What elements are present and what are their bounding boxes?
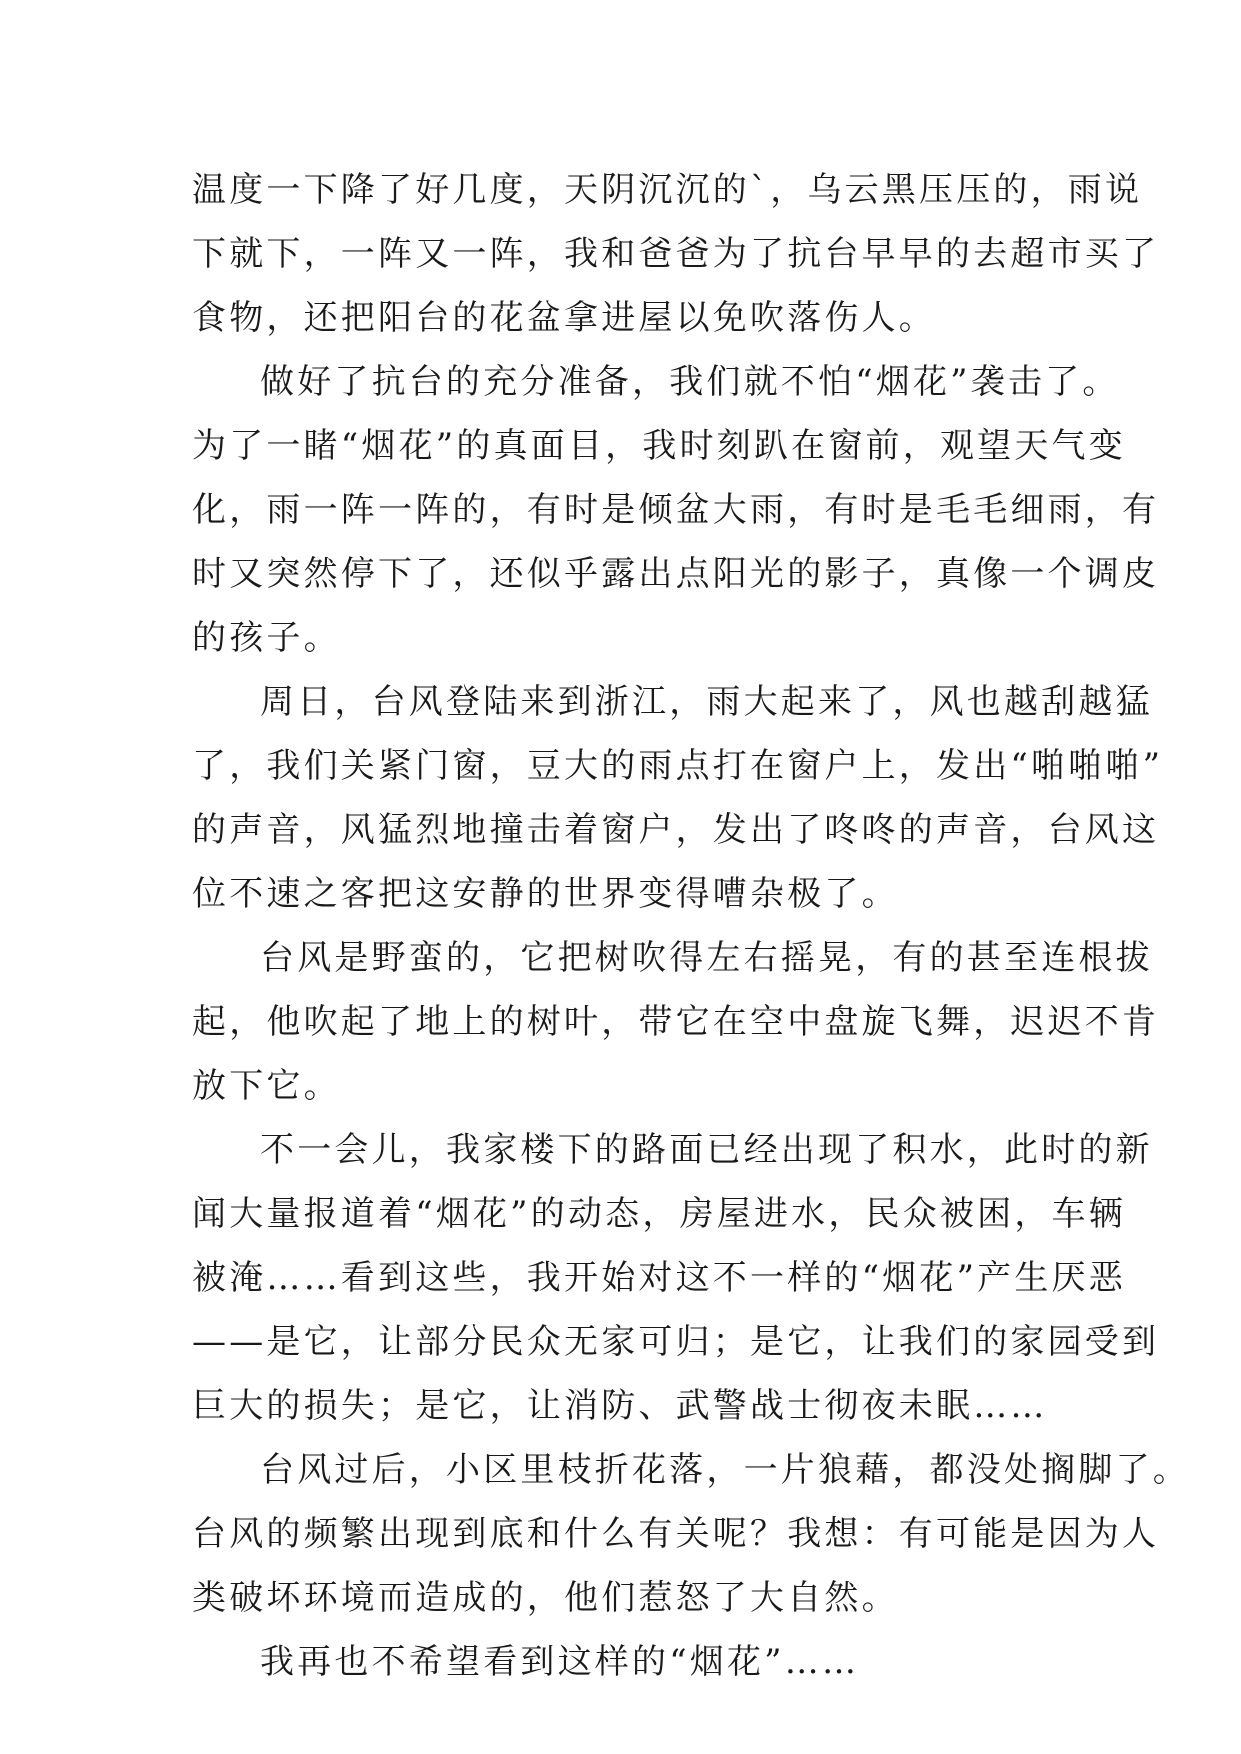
text-line: 起，他吹起了地上的树叶，带它在空中盘旋飞舞，迟迟不肯: [192, 1002, 1160, 1042]
paragraph-start-line: 不一会儿，我家楼下的路面已经出现了积水，此时的新: [260, 1130, 1153, 1170]
paragraph-start-line: 我再也不希望看到这样的“烟花”……: [260, 1642, 860, 1682]
text-line: 时又突然停下了，还似乎露出点阳光的影子，真像一个调皮: [192, 554, 1160, 594]
text-line: 巨大的损失；是它，让消防、武警战士彻夜未眠……: [192, 1386, 1048, 1426]
text-line: ——是它，让部分民众无家可归；是它，让我们的家园受到: [192, 1322, 1160, 1362]
paragraph-start-line: 台风是野蛮的，它把树吹得左右摇晃，有的甚至连根拔: [260, 938, 1153, 978]
text-line: 位不速之客把这安静的世界变得嘈杂极了。: [192, 874, 899, 914]
text-line: 闻大量报道着“烟花”的动态，房屋进水，民众被困，车辆: [192, 1194, 1126, 1234]
text-line: 的孩子。: [192, 618, 341, 658]
text-line: 食物，还把阳台的花盆拿进屋以免吹落伤人。: [192, 298, 936, 338]
paragraph-start-line: 台风过后，小区里枝折花落，一片狼藉，都没处搁脚了。: [260, 1450, 1190, 1490]
text-line: 温度一下降了好几度，天阴沉沉的`，乌云黑压压的，雨说: [192, 170, 1143, 210]
text-line: 了，我们关紧门窗，豆大的雨点打在窗户上，发出“啪啪啪”: [192, 746, 1164, 786]
paragraph-start-line: 周日，台风登陆来到浙江，雨大起来了，风也越刮越猛: [260, 682, 1153, 722]
text-line: 放下它。: [192, 1066, 341, 1106]
essay-body: [192, 158, 1190, 1694]
text-line: 的声音，风猛烈地撞击着窗户，发出了咚咚的声音，台风这: [192, 810, 1160, 850]
text-line: 类破坏环境而造成的，他们惹怒了大自然。: [192, 1578, 899, 1618]
paragraph-start-line: 做好了抗台的充分准备，我们就不怕“烟花”袭击了。: [260, 362, 1120, 402]
text-line: 被淹……看到这些，我开始对这不一样的“烟花”产生厌恶: [192, 1258, 1126, 1298]
text-line: 为了一睹“烟花”的真面目，我时刻趴在窗前，观望天气变: [192, 426, 1126, 466]
text-line: 化，雨一阵一阵的，有时是倾盆大雨，有时是毛毛细雨，有: [192, 490, 1160, 530]
text-line: 下就下，一阵又一阵，我和爸爸为了抗台早早的去超市买了: [192, 234, 1160, 274]
text-line: 台风的频繁出现到底和什么有关呢？我想：有可能是因为人: [192, 1514, 1160, 1554]
